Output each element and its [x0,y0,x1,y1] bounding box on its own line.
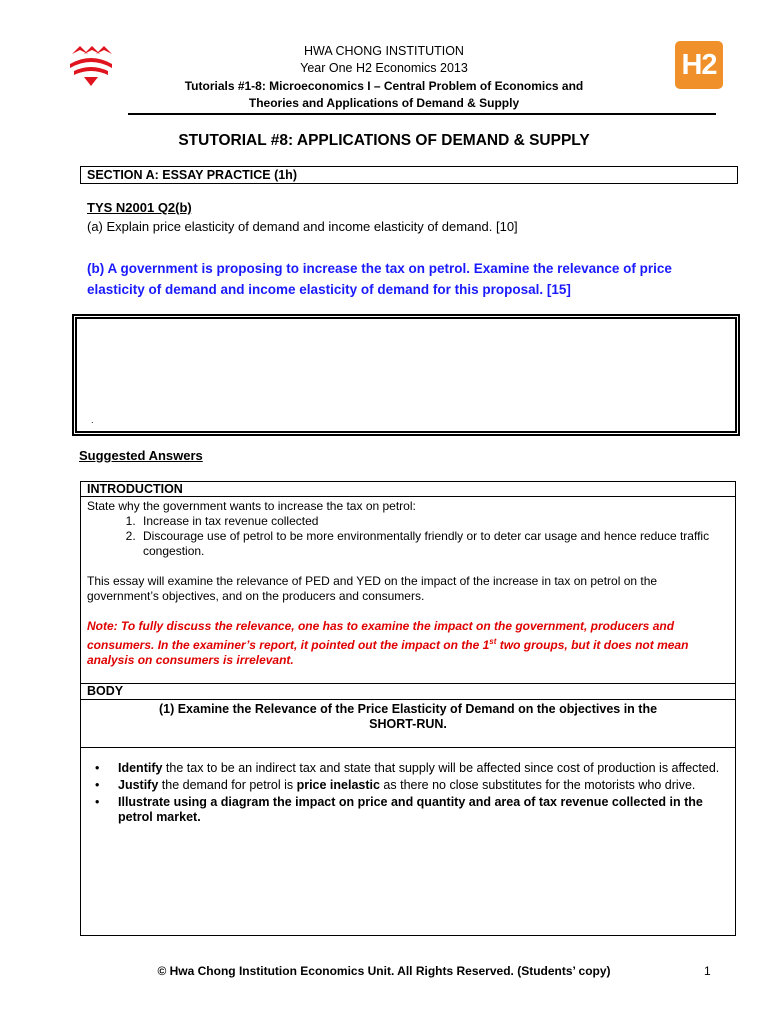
intro-list [87,514,729,559]
footer-copyright: © Hwa Chong Institution Economics Unit. All Rights Reserved. (Students’ copy) [157,964,611,978]
institution-name: HWA CHONG INSTITUTION [304,44,464,58]
body-subheading-line-1: (1) Examine the Relevance of the Price Elasticity of Demand on the objectives in the [158,702,658,716]
note-text-a: Note: To fully discuss the relevance, one has to examine the impact on the government, producers and consumers. In the examiner’s report, it pointed out the impact on the 1 [87,619,675,652]
intro-note [87,619,729,668]
intro-content-row [81,497,735,684]
h2-badge-icon: H2 [675,41,723,89]
section-a-heading: SECTION A: ESSAY PRACTICE (1h) [80,166,738,184]
tutorials-line-1: Tutorials #1-8: Microeconomics I – Central Problem of Economics and [184,79,584,93]
page-title: STUTORIAL #8: APPLICATIONS OF DEMAND & SUPPLY [178,132,590,149]
tutorials-line-2: Theories and Applications of Demand & Supply [248,96,520,110]
question-part-b: (b) A government is proposing to increase the tax on petrol. Examine the relevance of price elasticity of demand and income elasticity of demand for this proposal. [15] [87,261,672,297]
intro-essay-statement: This essay will examine the relevance of PED and YED on the impact of the increase in tax on petrol on the government’s objectives, and on the producers and consumers. [87,574,658,603]
bullet-lead: Identify [118,761,163,775]
body-content-row [81,748,735,935]
note-text-b: two groups, but it does not mean analysis on consumers is irrelevant. [87,638,689,667]
intro-heading-row [81,482,735,497]
page-number: 1 [704,964,711,978]
header-divider [128,113,716,115]
intro-lead: State why the government wants to increase the tax on petrol: [87,499,416,513]
body-subheading-line-2: SHORT-RUN. [369,717,447,731]
body-bullet-list [87,761,729,825]
question-reference: TYS N2001 Q2(b) [87,200,192,215]
suggested-answers-heading: Suggested Answers [79,448,203,463]
bullet-text: the tax to be an indirect tax and state that supply will be affected since cost of production is affected. [162,761,720,775]
list-item: 2. Discourage use of petrol to be more environmentally friendly or to deter car usage and hence reduce traffic congestion. [139,529,729,559]
course-name: Year One H2 Economics 2013 [300,61,468,75]
body-heading: BODY [87,684,124,698]
note-superscript: st [489,637,497,646]
list-item: 1. Increase in tax revenue collected [139,514,729,529]
intro-heading: INTRODUCTION [87,482,183,496]
body-subheading-row [81,700,735,748]
list-item [118,778,729,793]
answer-box-mark: . [91,415,94,425]
bullet-lead: Justify [118,778,159,792]
answer-box[interactable] [72,314,740,436]
question-part-a: (a) Explain price elasticity of demand and income elasticity of demand. [10] [87,219,518,234]
bullet-text: the demand for petrol is [158,778,297,792]
bullet-tail: as there no close substitutes for the motorists who drive. [379,778,696,792]
bullet-keyword: price inelastic [296,778,380,792]
bullet-lead: Illustrate using a diagram the impact on price and quantity and area of tax revenue collected in the petrol market. [118,795,703,824]
list-item [118,795,729,825]
list-item [118,761,729,776]
answer-table [80,481,736,936]
body-heading-row [81,684,735,700]
